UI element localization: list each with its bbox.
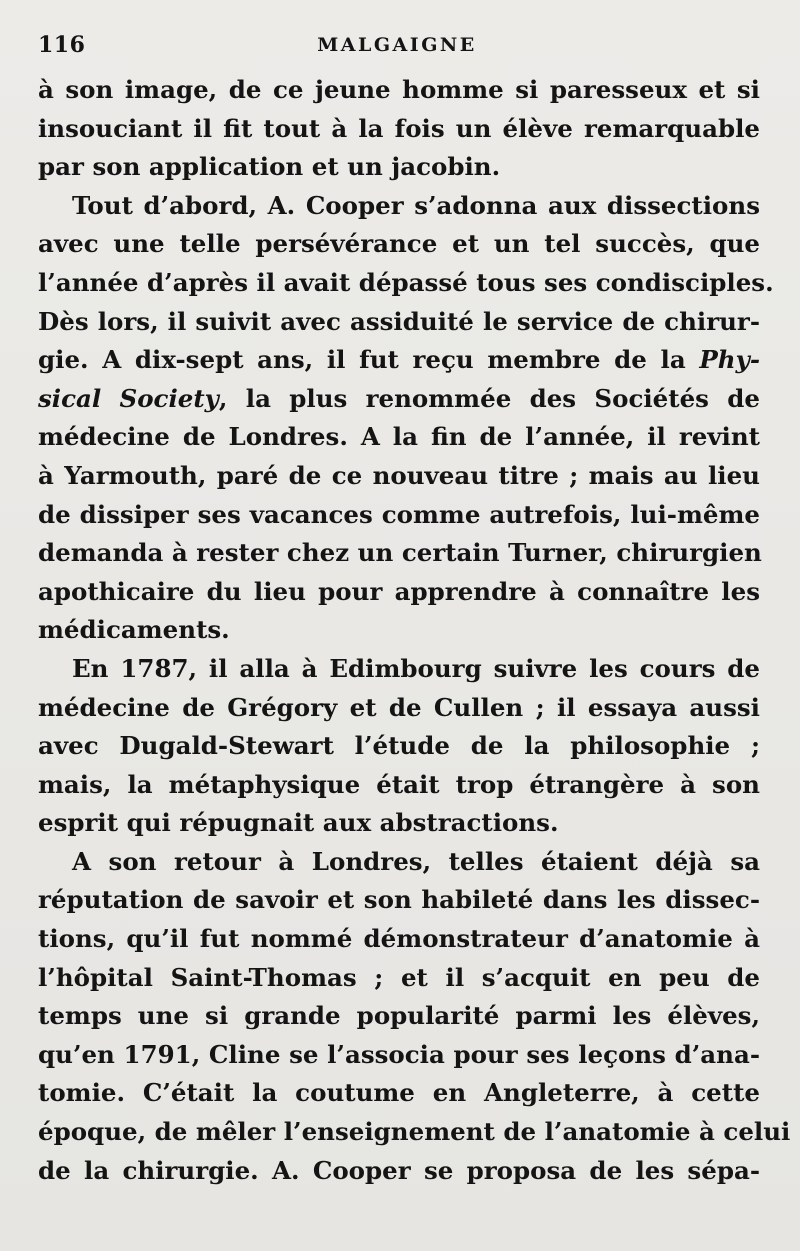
text-line — [38, 380, 760, 419]
text-segment: gie. A dix-sept ans, il fut reçu membre de la — [38, 345, 700, 375]
running-title: MALGAIGNE — [317, 34, 477, 56]
text-line — [38, 1152, 760, 1191]
text-segment: demanda à rester chez un certain Turner, chirurgien — [38, 538, 762, 568]
text-line — [38, 1113, 791, 1152]
text-line — [38, 611, 760, 650]
text-segment: A son retour à Londres, telles étaient déjà sa — [72, 846, 760, 876]
text-line — [38, 264, 774, 303]
italic-segment: sical Society — [38, 383, 219, 413]
text-line — [38, 457, 760, 496]
text-line — [38, 341, 760, 380]
text-segment: époque, de mêler l’enseignement de l’anatomie à celui — [38, 1117, 791, 1147]
text-line — [38, 496, 760, 535]
text-line — [38, 843, 760, 882]
text-line — [38, 148, 760, 187]
text-segment: apothicaire du lieu pour apprendre à connaître les — [38, 576, 760, 606]
text-line — [38, 534, 760, 573]
text-segment: de la chirurgie. A. Cooper se proposa de les sépa- — [38, 1155, 760, 1185]
text-line — [38, 1074, 760, 1113]
text-segment: à Yarmouth, paré de ce nouveau titre ; mais au lieu — [38, 460, 760, 490]
text-segment: esprit qui répugnait aux abstractions. — [38, 808, 559, 838]
text-line — [38, 997, 760, 1036]
text-line — [38, 689, 760, 728]
text-line — [38, 959, 760, 998]
text-segment: médicaments. — [38, 615, 230, 645]
text-line — [38, 225, 760, 264]
text-segment: l’hôpital Saint-Thomas ; et il s’acquit en peu de — [38, 962, 760, 992]
text-segment: médecine de Londres. A la fin de l’année, il revint — [38, 422, 760, 452]
text-segment: mais, la métaphysique était trop étrangère à son — [38, 769, 760, 799]
text-line — [38, 766, 760, 805]
text-line — [38, 418, 760, 457]
text-segment: Dès lors, il suivit avec assiduité le service de chirur- — [38, 306, 760, 336]
text-line — [38, 1036, 760, 1075]
text-line — [38, 881, 760, 920]
text-segment: médecine de Grégory et de Cullen ; il essaya aussi — [38, 692, 760, 722]
text-line — [38, 71, 760, 110]
text-line — [38, 650, 760, 689]
text-segment: réputation de savoir et son habileté dans les dissec- — [38, 885, 760, 915]
page-number: 116 — [38, 32, 86, 58]
text-line — [38, 303, 760, 342]
text-segment: par son application et un jacobin. — [38, 152, 501, 182]
text-segment: , la plus renommée des Sociétés de — [218, 383, 760, 413]
text-segment: insouciant il fit tout à la fois un élève remarquable — [38, 113, 760, 143]
page-header — [38, 32, 756, 64]
text-line — [38, 727, 760, 766]
text-segment: l’année d’après il avait dépassé tous ses condisciples. — [38, 267, 774, 297]
text-segment: Tout d’abord, A. Cooper s’adonna aux dissections — [72, 190, 760, 220]
text-segment: avec une telle persévérance et un tel succès, que — [38, 229, 760, 259]
text-line — [38, 920, 760, 959]
text-segment: tions, qu’il fut nommé démonstrateur d’anatomie à — [38, 924, 760, 954]
text-line — [38, 573, 760, 612]
italic-segment: Phy- — [699, 345, 760, 375]
text-segment: tomie. C’était la coutume en Angleterre, à cette — [38, 1078, 760, 1108]
text-line — [38, 804, 760, 843]
text-segment: qu’en 1791, Cline se l’associa pour ses leçons d’ana- — [38, 1039, 760, 1069]
body-text — [38, 71, 791, 1190]
text-segment: de dissiper ses vacances comme autrefois, lui-même — [38, 499, 760, 529]
text-segment: à son image, de ce jeune homme si paresseux et si — [38, 75, 760, 104]
text-segment: En 1787, il alla à Edimbourg suivre les cours de — [72, 653, 760, 683]
text-segment: avec Dugald-Stewart l’étude de la philosophie ; — [38, 731, 760, 761]
text-line — [38, 110, 760, 149]
text-line — [38, 187, 760, 226]
text-segment: temps une si grande popularité parmi les élèves, — [38, 1001, 760, 1031]
